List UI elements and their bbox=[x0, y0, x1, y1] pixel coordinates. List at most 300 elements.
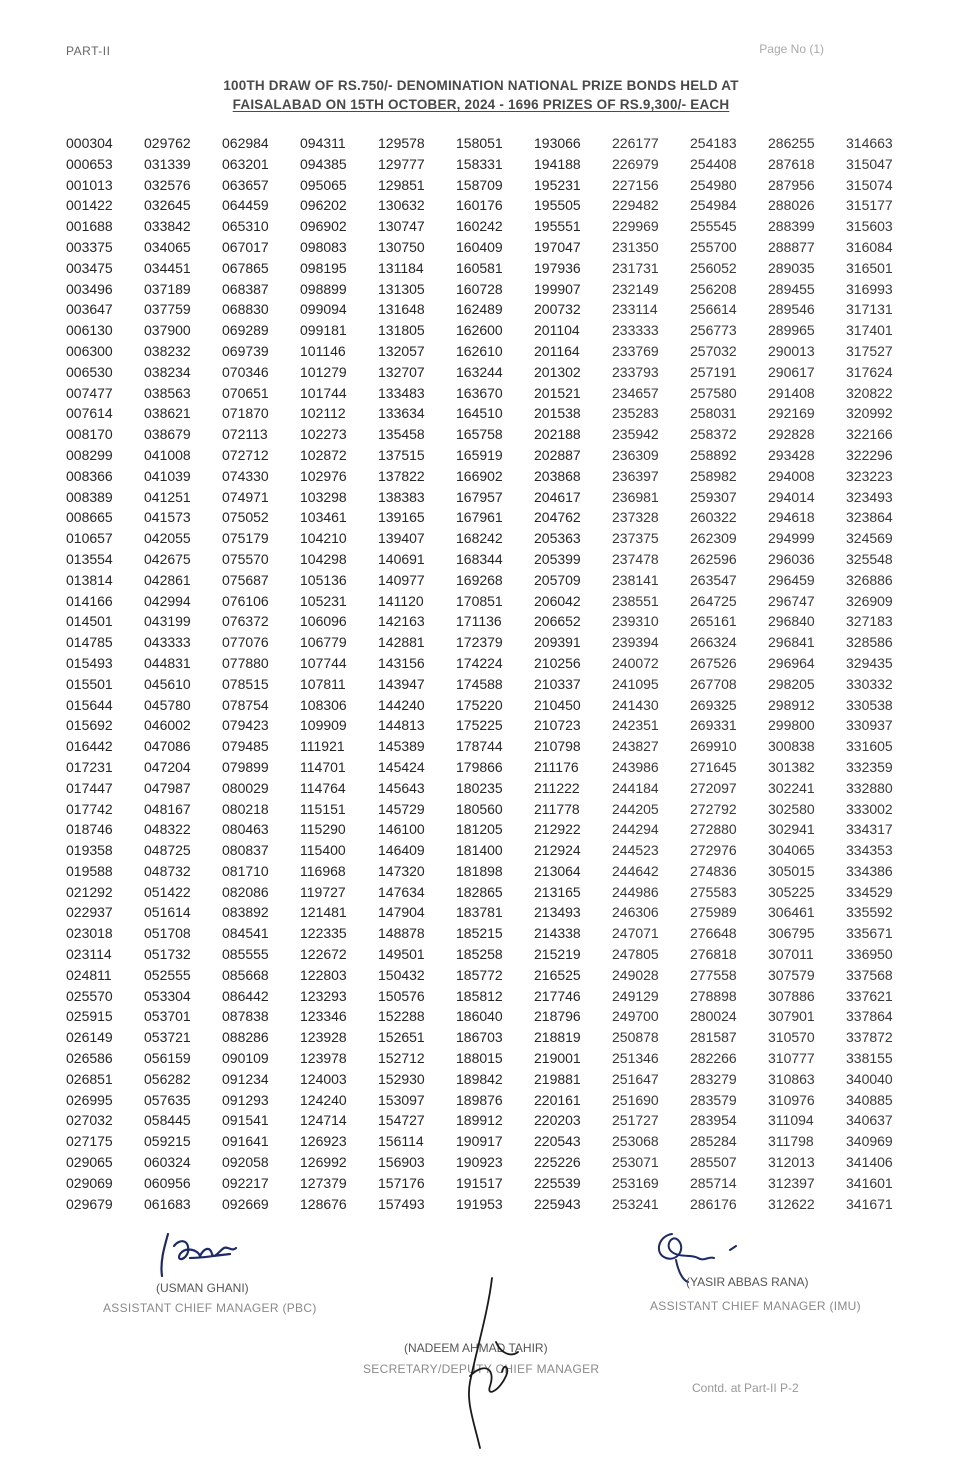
bond-number: 088286 bbox=[222, 1029, 269, 1046]
bond-number: 140977 bbox=[378, 571, 425, 588]
bond-number: 084541 bbox=[222, 925, 269, 942]
bond-number: 053701 bbox=[144, 1008, 191, 1025]
bond-number: 272976 bbox=[690, 842, 737, 859]
bond-column bbox=[144, 133, 222, 1214]
bond-number: 070346 bbox=[222, 363, 269, 380]
bond-number: 340637 bbox=[846, 1112, 893, 1129]
bond-number: 312013 bbox=[768, 1154, 815, 1171]
bond-number: 080837 bbox=[222, 842, 269, 859]
bond-number: 272880 bbox=[690, 821, 737, 838]
bond-number: 225539 bbox=[534, 1174, 581, 1191]
bond-number: 013814 bbox=[66, 571, 113, 588]
bond-number: 201164 bbox=[534, 342, 580, 359]
continued-note: Contd. at Part-II P-2 bbox=[692, 1381, 799, 1395]
bond-number: 260322 bbox=[690, 509, 737, 526]
bond-number: 265161 bbox=[690, 613, 737, 630]
bond-number: 287956 bbox=[768, 176, 815, 193]
bond-number: 075570 bbox=[222, 550, 269, 567]
bond-number: 048322 bbox=[144, 821, 191, 838]
page-number: Page No (1) bbox=[759, 42, 824, 56]
bond-number: 237478 bbox=[612, 550, 659, 567]
bond-number: 285714 bbox=[690, 1174, 737, 1191]
bond-number: 132057 bbox=[378, 342, 425, 359]
bond-number: 145729 bbox=[378, 800, 425, 817]
bond-number: 317401 bbox=[846, 322, 893, 339]
bond-number: 277558 bbox=[690, 966, 737, 983]
bond-number: 115290 bbox=[300, 821, 346, 838]
bond-number: 147320 bbox=[378, 862, 425, 879]
bond-number: 102872 bbox=[300, 446, 347, 463]
bond-number: 237328 bbox=[612, 509, 659, 526]
bond-number: 307011 bbox=[768, 946, 814, 963]
bond-number: 307886 bbox=[768, 987, 815, 1004]
bond-number: 312397 bbox=[768, 1174, 815, 1191]
bond-number: 238551 bbox=[612, 592, 659, 609]
bond-number: 175220 bbox=[456, 696, 503, 713]
bond-number: 006530 bbox=[66, 363, 113, 380]
bond-number: 225226 bbox=[534, 1154, 581, 1171]
bond-number: 080218 bbox=[222, 800, 269, 817]
bond-number: 296747 bbox=[768, 592, 815, 609]
bond-number: 154727 bbox=[378, 1112, 425, 1129]
bond-number: 041039 bbox=[144, 467, 191, 484]
bond-number: 045780 bbox=[144, 696, 191, 713]
bond-number: 316993 bbox=[846, 280, 893, 297]
bond-number: 077076 bbox=[222, 634, 269, 651]
bond-number: 015692 bbox=[66, 717, 113, 734]
bond-number: 286176 bbox=[690, 1195, 737, 1212]
bond-number: 203868 bbox=[534, 467, 581, 484]
bond-number: 291408 bbox=[768, 384, 815, 401]
bond-number: 061683 bbox=[144, 1195, 191, 1212]
bond-number: 075687 bbox=[222, 571, 269, 588]
bond-number: 232149 bbox=[612, 280, 659, 297]
bond-number: 244184 bbox=[612, 779, 659, 796]
bond-number: 289455 bbox=[768, 280, 815, 297]
bond-number: 068387 bbox=[222, 280, 269, 297]
bond-number: 190917 bbox=[456, 1133, 503, 1150]
bond-number: 241430 bbox=[612, 696, 659, 713]
bond-number: 298912 bbox=[768, 696, 815, 713]
bond-number: 292169 bbox=[768, 405, 815, 422]
bond-number: 302241 bbox=[768, 779, 815, 796]
bond-number: 204617 bbox=[534, 488, 581, 505]
bond-number: 091293 bbox=[222, 1091, 269, 1108]
bond-number: 015493 bbox=[66, 654, 113, 671]
bond-number: 217746 bbox=[534, 987, 581, 1004]
bond-number: 337872 bbox=[846, 1029, 893, 1046]
bond-number: 317624 bbox=[846, 363, 893, 380]
bond-number: 013554 bbox=[66, 550, 113, 567]
bond-number: 141120 bbox=[378, 592, 424, 609]
bond-number: 326886 bbox=[846, 571, 893, 588]
bond-number: 272097 bbox=[690, 779, 737, 796]
bond-number: 210256 bbox=[534, 654, 581, 671]
bond-number: 130632 bbox=[378, 197, 425, 214]
bond-number: 124240 bbox=[300, 1091, 347, 1108]
bond-number: 037759 bbox=[144, 301, 191, 318]
bond-number: 123293 bbox=[300, 987, 347, 1004]
bond-number: 092669 bbox=[222, 1195, 269, 1212]
bond-number: 060956 bbox=[144, 1174, 191, 1191]
bond-number: 182865 bbox=[456, 883, 503, 900]
bond-number: 294999 bbox=[768, 530, 815, 547]
bond-number: 275989 bbox=[690, 904, 737, 921]
bond-number: 320992 bbox=[846, 405, 893, 422]
bond-number: 160242 bbox=[456, 218, 503, 235]
bond-number: 131305 bbox=[378, 280, 425, 297]
bond-number: 249700 bbox=[612, 1008, 659, 1025]
bond-number: 096902 bbox=[300, 218, 347, 235]
bond-number: 323223 bbox=[846, 467, 893, 484]
bond-number: 042994 bbox=[144, 592, 191, 609]
bond-number: 296840 bbox=[768, 613, 815, 630]
bond-number: 025915 bbox=[66, 1008, 113, 1025]
bond-number: 158709 bbox=[456, 176, 503, 193]
bond-number: 267708 bbox=[690, 675, 737, 692]
bond-number: 146409 bbox=[378, 842, 425, 859]
bond-number: 091641 bbox=[222, 1133, 269, 1150]
bond-number: 053304 bbox=[144, 987, 191, 1004]
bond-number: 269325 bbox=[690, 696, 737, 713]
bond-number: 058445 bbox=[144, 1112, 191, 1129]
bond-number: 131648 bbox=[378, 301, 425, 318]
bond-number: 249028 bbox=[612, 966, 659, 983]
bond-number: 158051 bbox=[456, 135, 503, 151]
bond-number: 262596 bbox=[690, 550, 737, 567]
bond-column bbox=[690, 133, 768, 1214]
bond-number: 047204 bbox=[144, 758, 191, 775]
bond-number: 257032 bbox=[690, 342, 737, 359]
bond-number: 019358 bbox=[66, 842, 113, 859]
bond-number: 067017 bbox=[222, 238, 269, 255]
bond-number: 286255 bbox=[768, 135, 815, 151]
bond-number: 107744 bbox=[300, 654, 347, 671]
bond-number: 242351 bbox=[612, 717, 659, 734]
bond-number: 320822 bbox=[846, 384, 893, 401]
bond-number: 140691 bbox=[378, 550, 425, 567]
bond-number: 124714 bbox=[300, 1112, 347, 1129]
bond-number: 026851 bbox=[66, 1070, 113, 1087]
bond-number: 008665 bbox=[66, 509, 113, 526]
bond-number: 294014 bbox=[768, 488, 815, 505]
bond-number: 288026 bbox=[768, 197, 815, 214]
bond-number: 189912 bbox=[456, 1112, 503, 1129]
bond-number: 219001 bbox=[534, 1050, 581, 1067]
bond-number: 057635 bbox=[144, 1091, 191, 1108]
bond-number: 205399 bbox=[534, 550, 581, 567]
bond-number: 034451 bbox=[144, 259, 191, 276]
bond-number: 254980 bbox=[690, 176, 737, 193]
bond-number: 043199 bbox=[144, 613, 191, 630]
bond-number: 183781 bbox=[456, 904, 503, 921]
bond-number: 003647 bbox=[66, 301, 113, 318]
bond-number: 288399 bbox=[768, 218, 815, 235]
bond-number: 258372 bbox=[690, 426, 737, 443]
bond-number: 296964 bbox=[768, 654, 815, 671]
bond-number: 099094 bbox=[300, 301, 347, 318]
bond-number: 316084 bbox=[846, 238, 893, 255]
bond-number: 077880 bbox=[222, 654, 269, 671]
bond-number: 174588 bbox=[456, 675, 503, 692]
bond-number: 162489 bbox=[456, 301, 503, 318]
bond-number: 133483 bbox=[378, 384, 425, 401]
bond-number: 220203 bbox=[534, 1112, 581, 1129]
bond-number: 148878 bbox=[378, 925, 425, 942]
bond-number: 015501 bbox=[66, 675, 113, 692]
bond-number: 042055 bbox=[144, 530, 191, 547]
bond-number: 026586 bbox=[66, 1050, 113, 1067]
bond-number: 163244 bbox=[456, 363, 503, 380]
bond-number: 241095 bbox=[612, 675, 659, 692]
bond-number: 056159 bbox=[144, 1050, 191, 1067]
bond-number: 078515 bbox=[222, 675, 269, 692]
bond-number: 094385 bbox=[300, 155, 347, 172]
bond-number: 021292 bbox=[66, 883, 113, 900]
bond-number: 165919 bbox=[456, 446, 503, 463]
bond-number: 233793 bbox=[612, 363, 659, 380]
bond-numbers-table bbox=[66, 133, 924, 1214]
bond-number: 283279 bbox=[690, 1070, 737, 1087]
bond-number: 038234 bbox=[144, 363, 191, 380]
bond-number: 160409 bbox=[456, 238, 503, 255]
bond-number: 029679 bbox=[66, 1195, 113, 1212]
bond-number: 251346 bbox=[612, 1050, 659, 1067]
bond-number: 296036 bbox=[768, 550, 815, 567]
bond-number: 133634 bbox=[378, 405, 425, 422]
bond-number: 311094 bbox=[768, 1112, 814, 1129]
bond-number: 188015 bbox=[456, 1050, 503, 1067]
bond-number: 294618 bbox=[768, 509, 815, 526]
bond-number: 226979 bbox=[612, 155, 659, 172]
bond-number: 157493 bbox=[378, 1195, 425, 1212]
bond-number: 244642 bbox=[612, 862, 659, 879]
bond-number: 132707 bbox=[378, 363, 425, 380]
bond-number: 197047 bbox=[534, 238, 581, 255]
bond-number: 003496 bbox=[66, 280, 113, 297]
bond-number: 037189 bbox=[144, 280, 191, 297]
bond-number: 216525 bbox=[534, 966, 581, 983]
bond-number: 103298 bbox=[300, 488, 347, 505]
bond-number: 048732 bbox=[144, 862, 191, 879]
bond-number: 324569 bbox=[846, 530, 893, 547]
bond-number: 206652 bbox=[534, 613, 581, 630]
bond-number: 003475 bbox=[66, 259, 113, 276]
bond-number: 210450 bbox=[534, 696, 581, 713]
bond-number: 007477 bbox=[66, 384, 113, 401]
bond-number: 108306 bbox=[300, 696, 347, 713]
bond-number: 229482 bbox=[612, 197, 659, 214]
bond-column bbox=[846, 133, 924, 1214]
bond-number: 258982 bbox=[690, 467, 737, 484]
bond-number: 278898 bbox=[690, 987, 737, 1004]
bond-number: 034065 bbox=[144, 238, 191, 255]
bond-number: 164510 bbox=[456, 405, 503, 422]
bond-number: 045610 bbox=[144, 675, 191, 692]
bond-number: 015644 bbox=[66, 696, 113, 713]
bond-number: 167961 bbox=[456, 509, 503, 526]
bond-number: 079485 bbox=[222, 738, 269, 755]
bond-number: 150432 bbox=[378, 966, 425, 983]
bond-number: 063201 bbox=[222, 155, 269, 172]
bond-number: 075179 bbox=[222, 530, 269, 547]
bond-number: 209391 bbox=[534, 634, 581, 651]
bond-number: 082086 bbox=[222, 883, 269, 900]
bond-number: 048167 bbox=[144, 800, 191, 817]
bond-number: 231731 bbox=[612, 259, 659, 276]
bond-number: 213165 bbox=[534, 883, 581, 900]
bond-number: 149501 bbox=[378, 946, 425, 963]
bond-number: 274836 bbox=[690, 862, 737, 879]
bond-number: 237375 bbox=[612, 530, 659, 547]
bond-number: 322296 bbox=[846, 446, 893, 463]
bond-number: 152651 bbox=[378, 1029, 425, 1046]
signatory-center-title: SECRETARY/DEPUTY CHIEF MANAGER bbox=[363, 1362, 600, 1376]
bond-number: 017742 bbox=[66, 800, 113, 817]
bond-number: 038679 bbox=[144, 426, 191, 443]
bond-number: 250878 bbox=[612, 1029, 659, 1046]
bond-number: 185772 bbox=[456, 966, 503, 983]
bond-number: 079899 bbox=[222, 758, 269, 775]
bond-number: 229969 bbox=[612, 218, 659, 235]
bond-number: 194188 bbox=[534, 155, 581, 172]
bond-number: 267526 bbox=[690, 654, 737, 671]
bond-number: 001688 bbox=[66, 218, 113, 235]
bond-number: 285284 bbox=[690, 1133, 737, 1150]
bond-number: 000653 bbox=[66, 155, 113, 172]
bond-number: 271645 bbox=[690, 758, 737, 775]
bond-number: 253241 bbox=[612, 1195, 659, 1212]
bond-number: 145424 bbox=[378, 758, 425, 775]
bond-number: 256614 bbox=[690, 301, 737, 318]
bond-number: 160581 bbox=[456, 259, 503, 276]
bond-number: 168344 bbox=[456, 550, 503, 567]
bond-number: 181400 bbox=[456, 842, 503, 859]
bond-column bbox=[456, 133, 534, 1214]
bond-number: 214338 bbox=[534, 925, 581, 942]
signature-usman-ghani bbox=[150, 1228, 270, 1288]
bond-number: 017231 bbox=[66, 758, 113, 775]
bond-column bbox=[378, 133, 456, 1214]
bond-number: 310976 bbox=[768, 1091, 815, 1108]
bond-number: 170851 bbox=[456, 592, 503, 609]
bond-number: 104210 bbox=[300, 530, 347, 547]
bond-number: 220161 bbox=[534, 1091, 581, 1108]
signatory-left-title: ASSISTANT CHIEF MANAGER (PBC) bbox=[103, 1301, 317, 1315]
bond-number: 165758 bbox=[456, 426, 503, 443]
bond-number: 253071 bbox=[612, 1154, 659, 1171]
bond-number: 211176 bbox=[534, 758, 579, 775]
bond-number: 289546 bbox=[768, 301, 815, 318]
bond-number: 038621 bbox=[144, 405, 191, 422]
bond-number: 105136 bbox=[300, 571, 347, 588]
bond-number: 076372 bbox=[222, 613, 269, 630]
bond-number: 104298 bbox=[300, 550, 347, 567]
bond-number: 122335 bbox=[300, 925, 347, 942]
bond-number: 038232 bbox=[144, 342, 191, 359]
bond-number: 175225 bbox=[456, 717, 503, 734]
bond-number: 186040 bbox=[456, 1008, 503, 1025]
bond-number: 201302 bbox=[534, 363, 581, 380]
bond-number: 114764 bbox=[300, 779, 346, 796]
bond-number: 327183 bbox=[846, 613, 893, 630]
bond-number: 315177 bbox=[846, 197, 893, 214]
bond-number: 156903 bbox=[378, 1154, 425, 1171]
bond-number: 233114 bbox=[612, 301, 658, 318]
bond-number: 337568 bbox=[846, 966, 893, 983]
bond-number: 068830 bbox=[222, 301, 269, 318]
bond-number: 027032 bbox=[66, 1112, 113, 1129]
bond-number: 257191 bbox=[690, 363, 737, 380]
bond-number: 275583 bbox=[690, 883, 737, 900]
bond-number: 225943 bbox=[534, 1195, 581, 1212]
bond-number: 340885 bbox=[846, 1091, 893, 1108]
bond-number: 307579 bbox=[768, 966, 815, 983]
bond-number: 341671 bbox=[846, 1195, 893, 1212]
bond-number: 296841 bbox=[768, 634, 815, 651]
bond-number: 029065 bbox=[66, 1154, 113, 1171]
bond-number: 259307 bbox=[690, 488, 737, 505]
bond-number: 296459 bbox=[768, 571, 815, 588]
bond-number: 038563 bbox=[144, 384, 191, 401]
bond-number: 135458 bbox=[378, 426, 425, 443]
bond-number: 287618 bbox=[768, 155, 815, 172]
bond-number: 235942 bbox=[612, 426, 659, 443]
bond-number: 247071 bbox=[612, 925, 659, 942]
bond-number: 023114 bbox=[66, 946, 112, 963]
bond-number: 251690 bbox=[612, 1091, 659, 1108]
bond-number: 193066 bbox=[534, 135, 581, 151]
bond-number: 305015 bbox=[768, 862, 815, 879]
bond-number: 042675 bbox=[144, 550, 191, 567]
bond-number: 334353 bbox=[846, 842, 893, 859]
bond-number: 302580 bbox=[768, 800, 815, 817]
bond-number: 312622 bbox=[768, 1195, 815, 1212]
bond-number: 129777 bbox=[378, 155, 425, 172]
bond-number: 233769 bbox=[612, 342, 659, 359]
bond-number: 023018 bbox=[66, 925, 113, 942]
bond-number: 027175 bbox=[66, 1133, 113, 1150]
bond-number: 094311 bbox=[300, 135, 346, 151]
bond-number: 305225 bbox=[768, 883, 815, 900]
bond-number: 166902 bbox=[456, 467, 503, 484]
bond-number: 006130 bbox=[66, 322, 113, 339]
bond-number: 215219 bbox=[534, 946, 581, 963]
bond-number: 131805 bbox=[378, 322, 425, 339]
bond-number: 316501 bbox=[846, 259, 893, 276]
bond-number: 236981 bbox=[612, 488, 659, 505]
bond-number: 091541 bbox=[222, 1112, 269, 1129]
bond-number: 150576 bbox=[378, 987, 425, 1004]
signatory-right-title: ASSISTANT CHIEF MANAGER (IMU) bbox=[650, 1299, 861, 1313]
bond-number: 227156 bbox=[612, 176, 659, 193]
bond-number: 169268 bbox=[456, 571, 503, 588]
bond-number: 180235 bbox=[456, 779, 503, 796]
bond-number: 158331 bbox=[456, 155, 503, 172]
bond-number: 256773 bbox=[690, 322, 737, 339]
bond-number: 091234 bbox=[222, 1070, 269, 1087]
bond-number: 022937 bbox=[66, 904, 113, 921]
bond-number: 069289 bbox=[222, 322, 269, 339]
bond-column bbox=[66, 133, 144, 1214]
bond-number: 236309 bbox=[612, 446, 659, 463]
bond-number: 276818 bbox=[690, 946, 737, 963]
draw-subtitle: FAISALABAD ON 15TH OCTOBER, 2024 - 1696 PRIZES OF RS.9,300/- EACH bbox=[232, 97, 730, 112]
bond-number: 220543 bbox=[534, 1133, 581, 1150]
bond-number: 337621 bbox=[846, 987, 893, 1004]
bond-number: 102976 bbox=[300, 467, 347, 484]
bond-number: 202887 bbox=[534, 446, 581, 463]
